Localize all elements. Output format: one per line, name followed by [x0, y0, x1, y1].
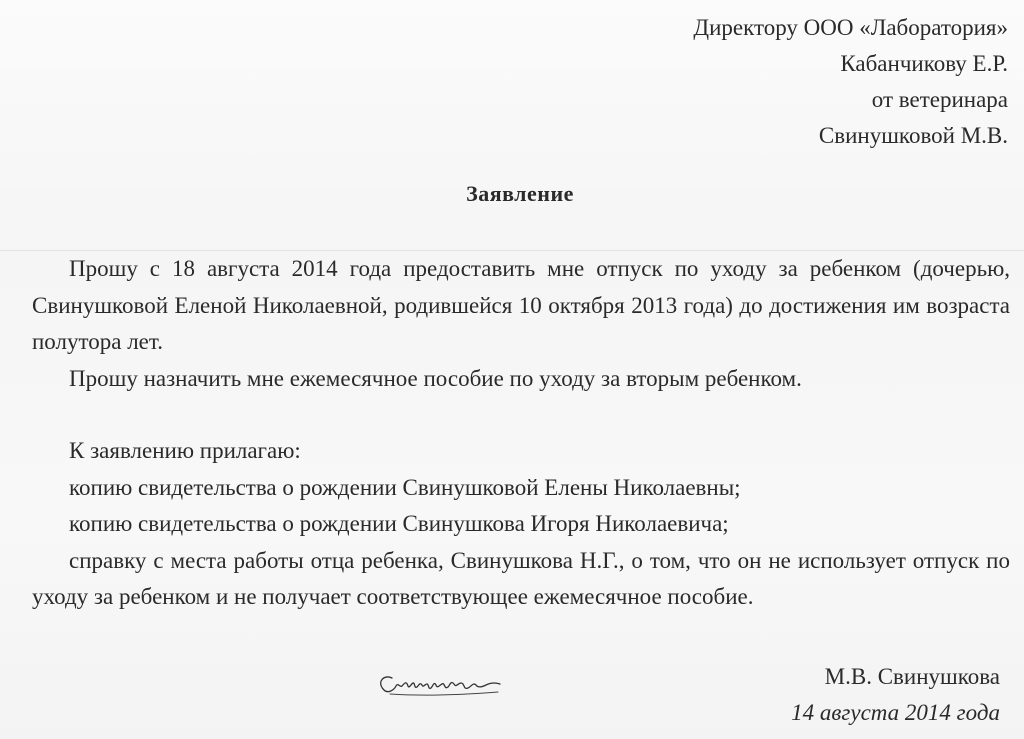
signature-graphic: [370, 668, 510, 702]
attachment-item: справку с места работы отца ребенка, Свинушкова Н.Г., о том, что он не использует отпуск по уходу за ребенком и не получает соответствующее ежемесячное пособие.: [32, 547, 1010, 609]
attachment-item: копию свидетельства о рождении Свинушковой Елены Николаевны;: [69, 474, 741, 500]
handwritten-signature: [370, 668, 510, 702]
addressee-block: [693, 10, 1008, 154]
attachment-item: копию свидетельства о рождении Свинушкова Игоря Николаевича;: [69, 511, 729, 536]
addressee-line-director: Директору ООО «Лаборатория»: [693, 15, 1008, 40]
paragraph-leave-request: Прошу с 18 августа 2014 года предоставить мне отпуск по уходу за ребенком (дочерью, Свинушковой Еленой Николаевной, родившейся 10 октября 2013 года) до достижения им возраста полутора лет.: [32, 256, 1010, 354]
addressee-line-sender: Свинушковой М.В.: [818, 123, 1008, 148]
paragraph-allowance-request: Прошу назначить мне ежемесячное пособие по уходу за вторым ребенком.: [69, 365, 802, 391]
addressee-line-from: от ветеринара: [871, 87, 1008, 112]
paragraph-attachments-heading: К заявлению прилагаю:: [69, 438, 301, 463]
signature-date: 14 августа 2014 года: [791, 700, 1000, 725]
signer-name: М.В. Свинушкова: [824, 664, 1000, 689]
addressee-line-name: Кабанчикову Е.Р.: [840, 51, 1008, 76]
document-body: [32, 251, 1010, 616]
document-title: Заявление: [466, 181, 574, 206]
